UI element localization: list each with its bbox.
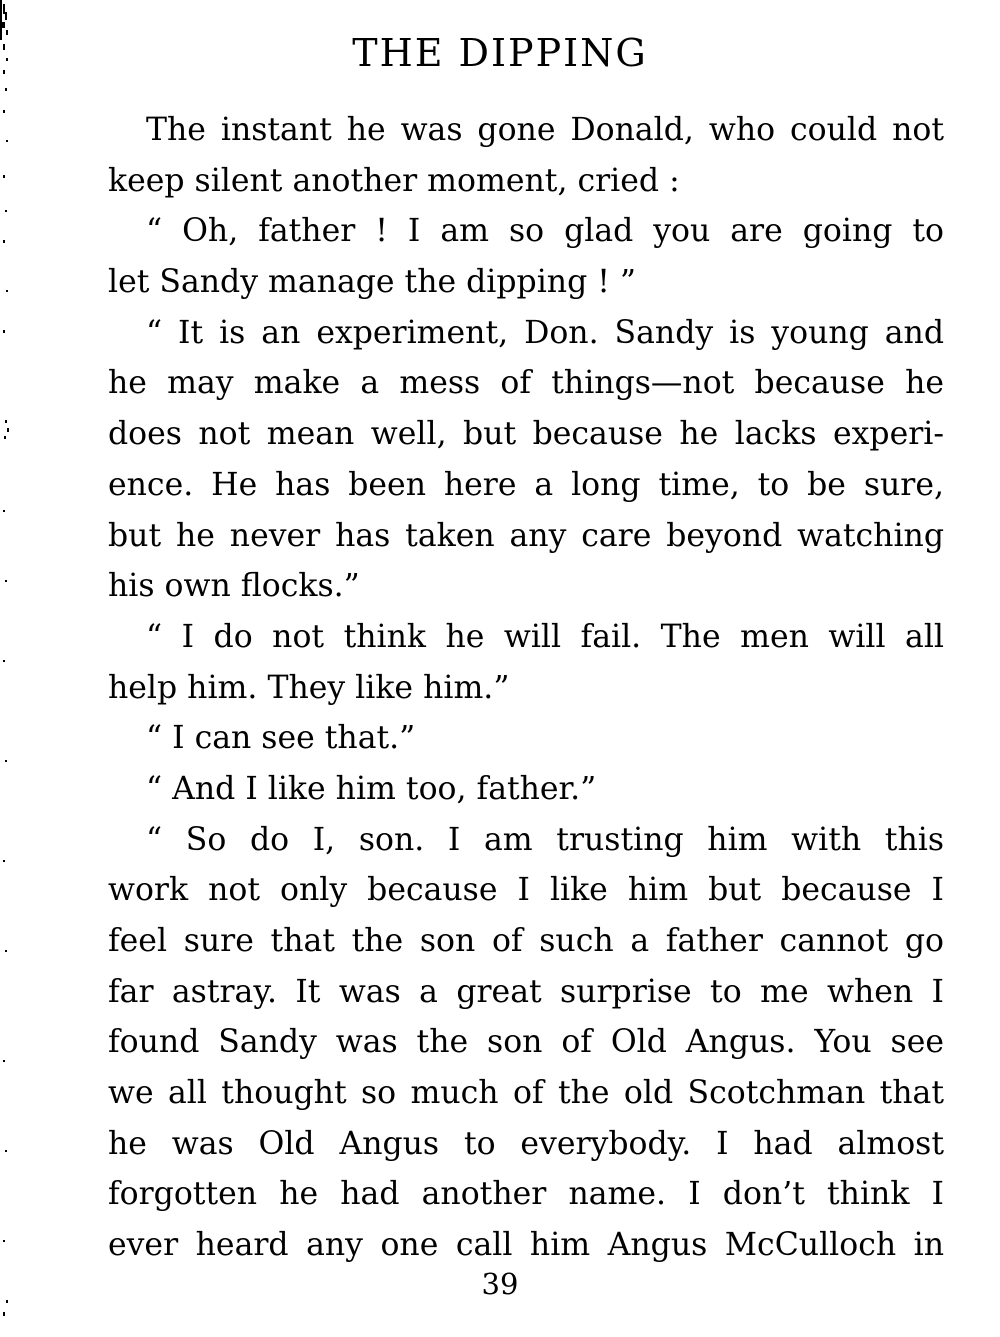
page-edge-marks xyxy=(0,0,14,1337)
text-line: found Sandy was the son of Old Angus. You see xyxy=(108,1024,944,1061)
text-line: “ It is an experiment, Don. Sandy is young and xyxy=(146,314,944,351)
text-line: ever heard any one call him Angus McCulloch in xyxy=(108,1227,944,1264)
text-line: let Sandy manage the dipping ! ” xyxy=(108,264,637,301)
text-line: his own flocks.” xyxy=(108,568,360,605)
text-line: but he never has taken any care beyond watching xyxy=(108,517,944,554)
text-line: forgotten he had another name. I don’t think I xyxy=(108,1176,944,1213)
text-line: “ So do I, son. I am trusting him with this xyxy=(146,821,944,858)
text-line: feel sure that the son of such a father cannot go xyxy=(108,923,944,959)
running-head: THE DIPPING xyxy=(352,31,648,75)
text-line: work not only because I like him but because I xyxy=(108,872,944,909)
text-line: “ I do not think he will fail. The men will all xyxy=(146,618,944,655)
text-line: help him. They like him.” xyxy=(108,669,510,706)
page-number: 39 xyxy=(481,1267,519,1301)
text-line: “ I can see that.” xyxy=(146,720,416,757)
text-line: we all thought so much of the old Scotchman that xyxy=(108,1075,944,1112)
text-line: The instant he was gone Donald, who could not xyxy=(146,112,944,148)
text-line: he may make a mess of things—not because he xyxy=(108,365,944,402)
text-line: far astray. It was a great surprise to me when I xyxy=(108,973,944,1010)
text-line: keep silent another moment, cried : xyxy=(108,162,680,199)
text-line: ence. He has been here a long time, to be sure, xyxy=(108,466,944,503)
body-text xyxy=(108,105,944,1271)
text-line: he was Old Angus to everybody. I had almost xyxy=(108,1125,944,1162)
text-line: “ And I like him too, father.” xyxy=(146,770,597,807)
text-line: “ Oh, father ! I am so glad you are going to xyxy=(146,213,944,250)
text-line: does not mean well, but because he lacks experi- xyxy=(108,416,944,453)
